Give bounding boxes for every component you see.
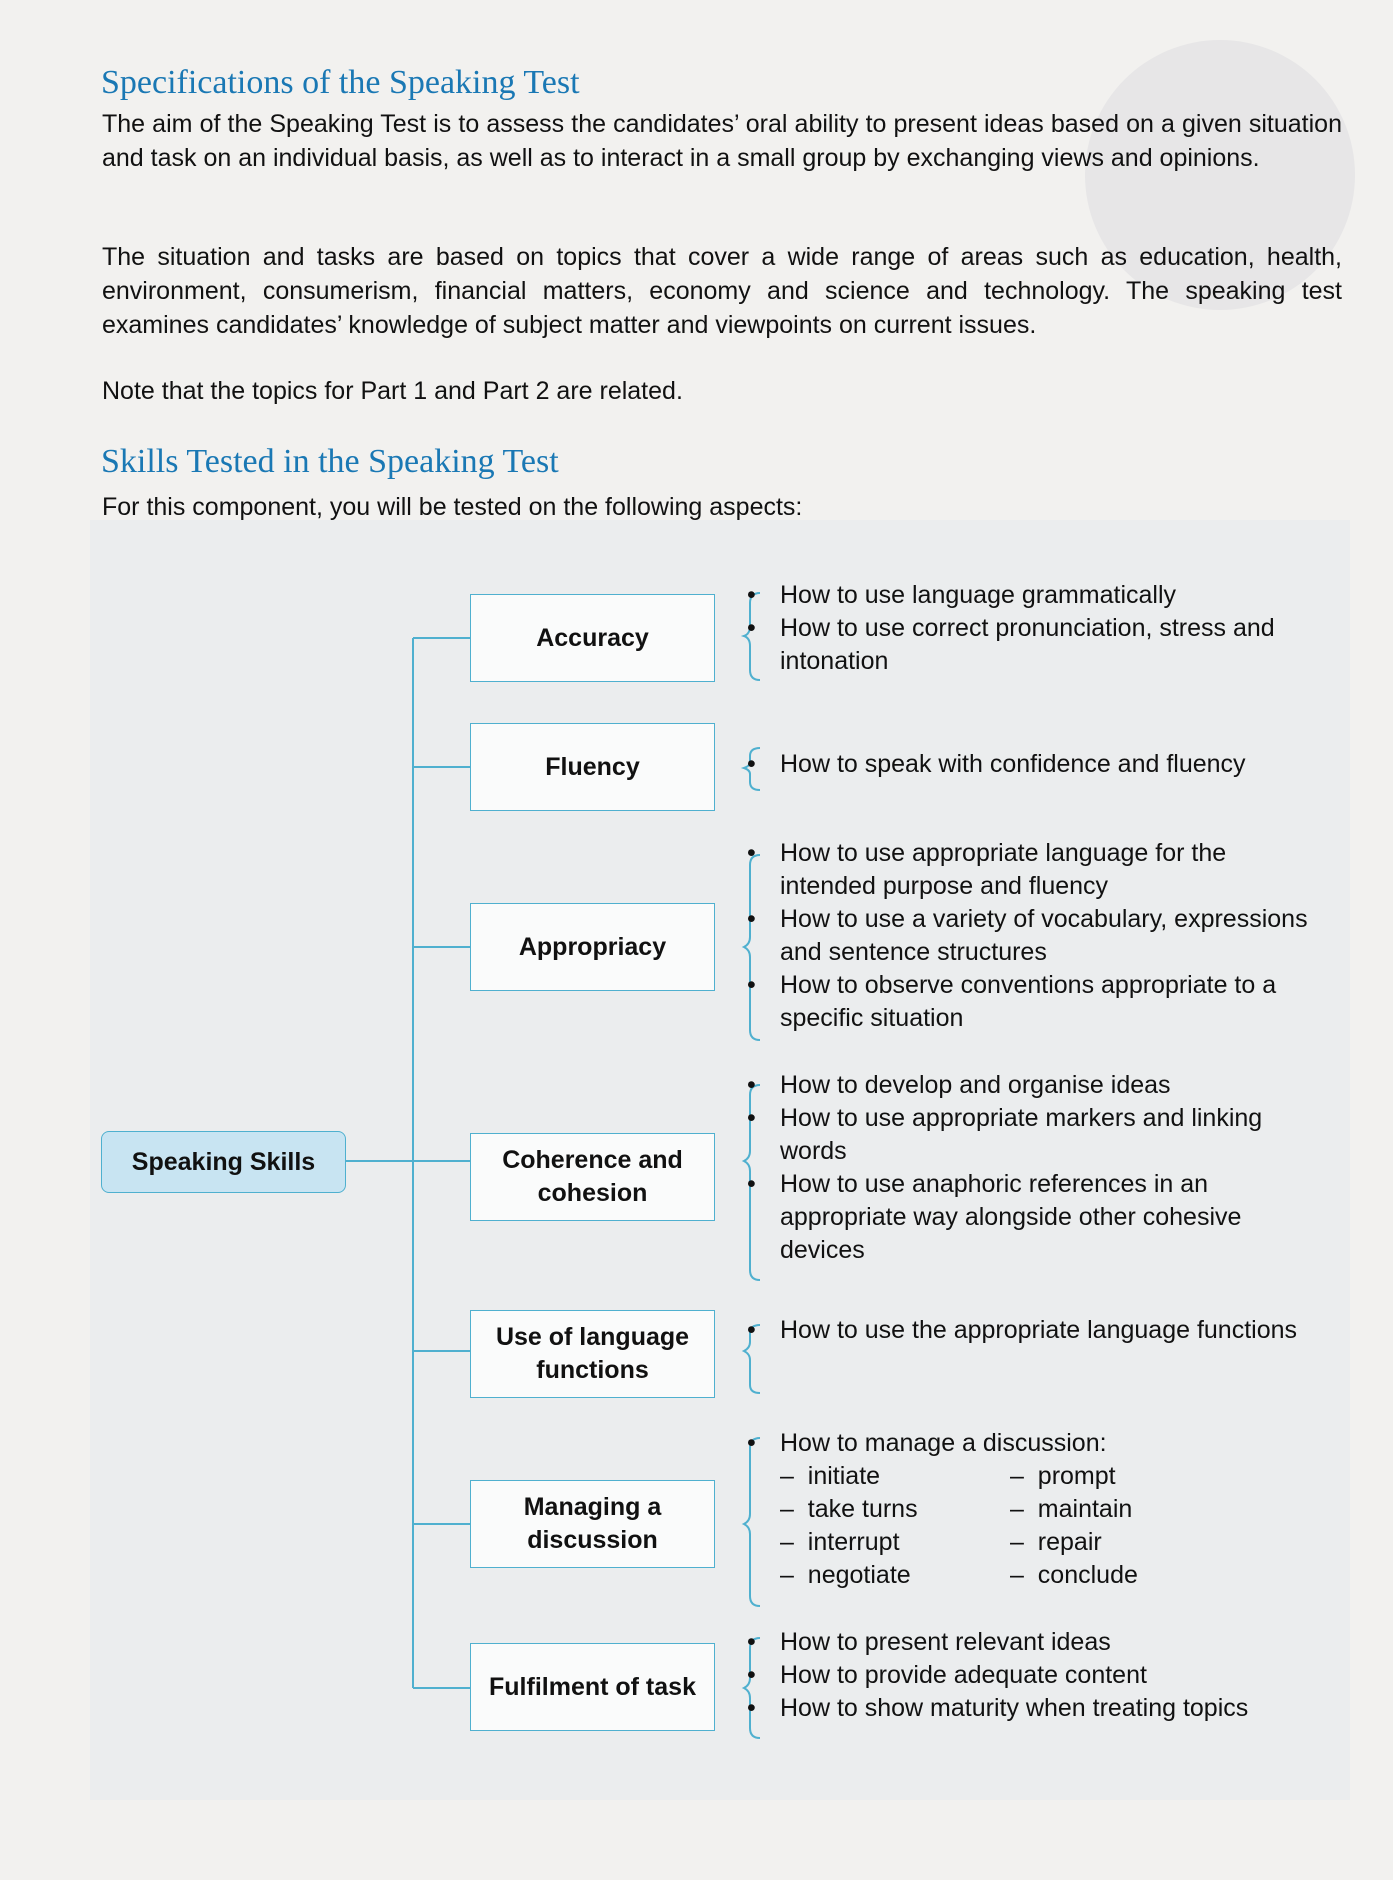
list-item: • How to use appropriate language for the intended purpose and fluency [780,837,1325,903]
sub-item: – initiate [780,1460,1010,1493]
fluency-bullets [780,748,1370,781]
list-item: • How to use correct pronunciation, stress and intonation [780,612,1350,678]
skills-heading: Skills Tested in the Speaking Test [101,443,559,480]
sub-item: – take turns [780,1493,1010,1526]
node-fluency: Fluency [470,723,715,811]
spec-para-1: The aim of the Speaking Test is to assess the candidates’ oral ability to present ideas based on a given situation and task on an individual basis, as well as to interact in a small group by exchanging views and opinions. [102,110,1342,172]
node-coherence: Coherence and cohesion [470,1133,715,1221]
list-item: • How to present relevant ideas [780,1626,1380,1659]
accuracy-bullets [780,579,1350,678]
discussion-sub-list [780,1460,1360,1592]
sub-item: – interrupt [780,1526,1010,1559]
list-item: • How to develop and organise ideas [780,1069,1320,1102]
node-managing-discussion: Managing a discussion [470,1480,715,1568]
node-accuracy: Accuracy [470,594,715,682]
discussion-bullets [780,1427,1360,1592]
list-item: • How to show maturity when treating topics [780,1692,1380,1725]
list-item: • How to manage a discussion: [780,1427,1360,1460]
node-appropriacy: Appropriacy [470,903,715,991]
sub-item: – conclude [1010,1559,1240,1592]
list-item: • How to use the appropriate language functions [780,1314,1300,1347]
node-fulfilment: Fulfilment of task [470,1643,715,1731]
list-item: • How to use a variety of vocabulary, expressions and sentence structures [780,903,1325,969]
list-item: • How to observe conventions appropriate to a specific situation [780,969,1325,1035]
node-language-functions: Use of language functions [470,1310,715,1398]
sub-item: – repair [1010,1526,1240,1559]
list-item: • How to speak with confidence and fluency [780,748,1370,781]
spec-para-2: The situation and tasks are based on topics that cover a wide range of areas such as education, health, environment, consumerism, financial matters, economy and science and technology. The speaking test examines candidates’ knowledge of subject matter and viewpoints on current issues. [102,243,1342,339]
sub-item: – prompt [1010,1460,1240,1493]
list-item: • How to use anaphoric references in an appropriate way alongside other cohesive devices [780,1168,1320,1267]
functions-bullets [780,1314,1300,1347]
list-item: • How to use appropriate markers and linking words [780,1102,1320,1168]
speaking-skills-root: Speaking Skills [101,1131,346,1193]
spec-note: Note that the topics for Part 1 and Part 2 are related. [102,377,683,405]
appropriacy-bullets [780,837,1325,1035]
fulfilment-bullets [780,1626,1380,1725]
sub-item: – maintain [1010,1493,1240,1526]
skills-intro: For this component, you will be tested on the following aspects: [102,493,803,521]
list-item: • How to provide adequate content [780,1659,1380,1692]
list-item: • How to use language grammatically [780,579,1350,612]
coherence-bullets [780,1069,1320,1267]
sub-item: – negotiate [780,1559,1010,1592]
spec-heading: Specifications of the Speaking Test [101,64,580,101]
